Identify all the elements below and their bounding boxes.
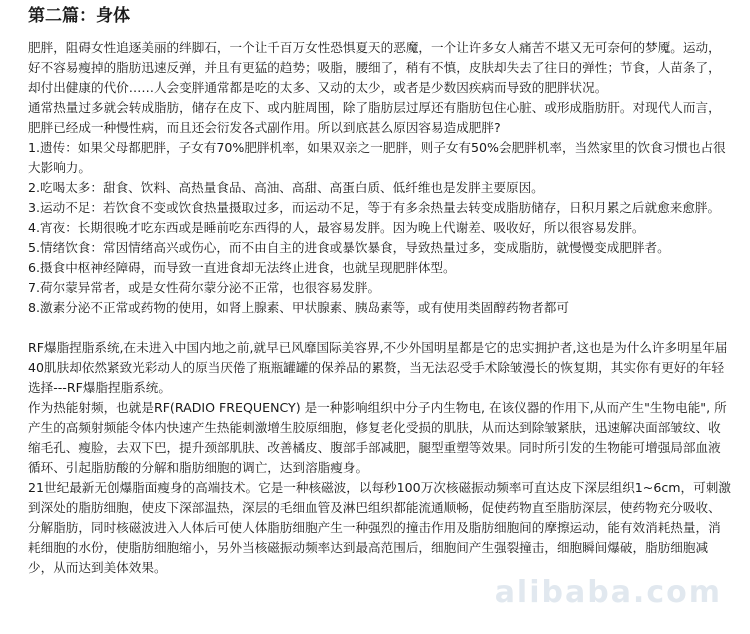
list-item-medication: 8.激素分泌不正常或药物的使用，如肾上腺素、甲状腺素、胰岛素等，或有使用类固醇药物者都可 bbox=[28, 300, 569, 315]
list-item-emotional-eating: 5.情绪饮食：常因情绪高兴或伤心，而不由自主的进食或暴饮暴食，导致热量过多，变成脂肪，就慢慢变成肥胖者。 bbox=[28, 240, 670, 255]
list-item-lack-of-exercise: 3.运动不足：若饮食不变或饮食热量摄取过多，而运动不足，等于有多余热量去转变成脂肪储存，日积月累之后就愈来愈胖。 bbox=[28, 200, 721, 215]
paragraph-rf-system: RF爆脂捏脂系统,在未进入中国内地之前,就早已风靡国际美容界,不少外国明星都是它的忠实拥护者,这也是为什么许多明星年届40肌肤却依然紧致光彩动人的原当厌倦了瓶瓶罐罐的保养品的累赘，当无法忍受手术除皱漫长的恢复期，其实你有更好的年轻选择---RF爆脂捏脂系统。 bbox=[28, 340, 728, 395]
paragraph-causes-intro: 通常热量过多就会转成脂肪，储存在皮下、或内脏周围，除了脂肪层过厚还有脂肪包住心脏、或形成脂肪肝。对现代人而言，肥胖已经成一种慢性病，而且还会衍发各式副作用。所以到底甚么原因容易造成肥胖? bbox=[28, 100, 721, 135]
list-item-late-night-snack: 4.宵夜：长期很晚才吃东西或是睡前吃东西得的人，最容易发胖。因为晚上代谢差、吸收好，所以很容易发胖。 bbox=[28, 220, 645, 235]
list-item-heredity: 1.遗传：如果父母都肥胖，子女有70%肥胖机率，如果双亲之一肥胖，则子女有50%会肥胖机率，当然家里的饮食习惯也占很大影响力。 bbox=[28, 140, 726, 175]
list-item-overeating: 2.吃喝太多：甜食、饮料、高热量食品、高油、高甜、高蛋白质、低纤维也是发胖主要原因。 bbox=[28, 180, 544, 195]
watermark-logo: alibaba.com bbox=[494, 575, 722, 610]
paragraph-rf-principle: 作为热能射频，也就是RF(RADIO FREQUENCY) 是一种影响组织中分子内生物电, 在该仪器的作用下,从而产生"生物电能", 所产生的高频射频能令体内快速产生热能刺激增生胶原细胞，修复老化受损的肌肤，从而达到除皱紧肤，迅速解决面部皱纹、收缩毛孔、瘦脸，去双下巴，提升颈部肌肤、改善橘皮、腹部手部减肥，腿型重塑等效果。同时所引发的生物能可增强局部血液循环、引起脂肪酸的分解和脂肪细胞的调亡，达到溶脂瘦身。 bbox=[28, 400, 727, 475]
list-item-hormone: 7.荷尔蒙异常者，或是女性荷尔蒙分泌不正常，也很容易发胖。 bbox=[28, 280, 381, 295]
section-spacer bbox=[28, 318, 732, 338]
list-item-feeding-center: 6.摄食中枢神经障碍，而导致一直进食却无法终止进食，也就呈现肥胖体型。 bbox=[28, 260, 456, 275]
paragraph-rf-technology: 21世纪最新无创爆脂面瘦身的高端技术。它是一种核磁波，以每秒100万次核磁振动频率可直达皮下深层组织1~6cm，可刺激到深处的脂肪细胞，使皮下深部温热，深层的毛细血管及淋巴组织都能流通顺畅，促使药物直至脂肪深层，使药物充分吸收、分解脂肪，同时核磁波进入人体后可使人体脂肪细胞产生一种强烈的撞击作用及脂肪细胞间的摩擦运动，能有效消耗热量，消耗细胞的水份，使脂肪细胞缩小，另外当核磁振动频率达到最高范围后，细胞间产生强裂撞击，细胞瞬间爆破，脂肪细胞减少，从而达到美体效果。 bbox=[28, 480, 731, 575]
page-title: 第二篇：身体 bbox=[28, 6, 130, 26]
paragraph-intro: 肥胖，阻碍女性追逐美丽的绊脚石，一个让千百万女性恐惧夏天的恶魔，一个让许多女人痛苦不堪又无可奈何的梦魇。运动，好不容易瘦掉的脂肪迅速反弹，并且有更猛的趋势；吸脂，腰细了，稍有不慎，皮肤却失去了往日的弹性；节食，人苗条了，却付出健康的代价……人会变胖通常都是吃的太多、又动的太少，或者是少数因疾病而导致的肥胖状况。 bbox=[28, 40, 721, 95]
